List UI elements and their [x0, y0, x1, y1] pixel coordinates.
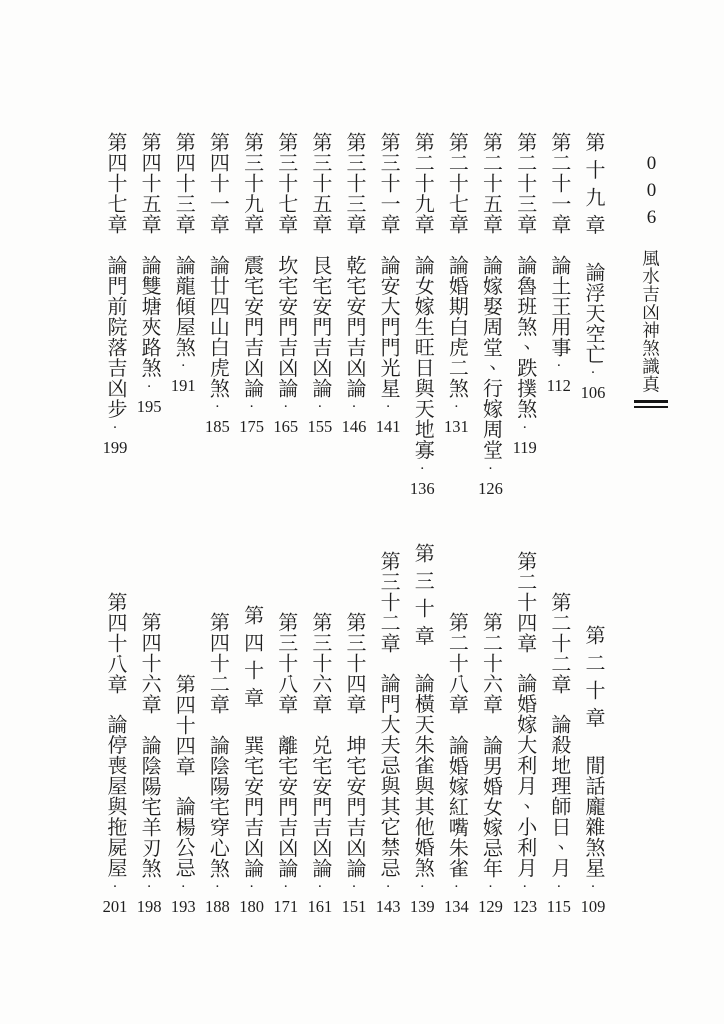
chapter-number: 第二十八章	[445, 612, 468, 715]
toc-entry	[137, 132, 161, 416]
chapter-page: 129	[478, 897, 503, 916]
chapter-title: 離宅安門吉凶論	[274, 734, 297, 878]
chapter-title: 巽宅安門吉凶論	[240, 734, 263, 878]
chapter-page: 161	[307, 897, 333, 916]
chapter-number: 第二十五章	[479, 132, 502, 235]
chapter-page: 165	[273, 417, 299, 436]
toc-entry	[274, 132, 298, 436]
dot-separator: ·	[419, 879, 425, 895]
chapter-title: 論楊公忌	[172, 796, 195, 878]
chapter-page: 191	[170, 376, 196, 395]
chapter-title: 艮宅安門吉凶論	[308, 254, 331, 398]
toc-entry	[547, 132, 571, 395]
toc-entry	[376, 132, 400, 436]
double-rule	[634, 400, 668, 408]
dot-separator: ·	[112, 879, 118, 895]
toc-entry	[342, 612, 366, 916]
chapter-page: 139	[409, 897, 435, 916]
toc-entry	[376, 551, 400, 917]
chapter-title: 論土王用事	[547, 254, 570, 357]
chapter-page: 195	[136, 396, 162, 416]
toc-entry	[444, 612, 468, 916]
chapter-number: 第四十章	[240, 604, 263, 715]
dot-separator: ·	[522, 879, 528, 895]
dot-separator: ·	[419, 460, 425, 477]
chapter-title: 論門前院落吉凶步	[104, 254, 126, 419]
chapter-number: 第四十六章	[138, 612, 161, 715]
chapter-page: 115	[546, 897, 571, 916]
chapter-title: 坤宅安門吉凶論	[342, 734, 365, 878]
running-head	[632, 153, 670, 408]
chapter-page: 171	[273, 897, 299, 916]
chapter-page: 198	[136, 897, 162, 916]
dot-separator: ·	[249, 399, 255, 415]
chapter-number: 第三十六章	[308, 612, 331, 715]
chapter-title: 論橫天朱雀與其他婚煞	[411, 673, 434, 878]
toc-lower-block	[103, 520, 605, 916]
dot-separator: ·	[317, 879, 323, 895]
chapter-page: 112	[546, 376, 571, 395]
chapter-number: 第四十一章	[206, 132, 229, 235]
toc-entry	[444, 132, 468, 436]
toc-entry	[342, 132, 366, 436]
dot-separator: ·	[590, 365, 596, 382]
chapter-number: 第四十八章	[104, 591, 126, 694]
chapter-number: 第三十九章	[240, 132, 263, 235]
chapter-number: 第二十九章	[411, 132, 434, 235]
chapter-page: 201	[102, 897, 128, 916]
toc-entry	[410, 132, 434, 498]
toc-entry	[171, 132, 195, 395]
toc-entry	[410, 543, 434, 916]
chapter-number: 第十九章	[581, 132, 604, 242]
chapter-title: 坎宅安門吉凶論	[274, 254, 297, 398]
chapter-page: 131	[444, 417, 469, 436]
chapter-title: 乾宅安門吉凶論	[342, 254, 365, 398]
dot-separator: ·	[249, 879, 255, 895]
chapter-page: 126	[478, 478, 503, 498]
toc-entry	[308, 132, 332, 436]
toc-entry	[103, 592, 127, 917]
toc-entry	[137, 612, 161, 916]
chapter-number: 第四十四章	[172, 673, 195, 776]
dot-separator: ·	[112, 419, 118, 436]
chapter-number: 第二十三章	[513, 132, 536, 235]
dot-separator: ·	[146, 378, 152, 395]
chapter-page: 123	[512, 897, 538, 916]
toc-entry	[308, 612, 332, 916]
dot-separator: ·	[556, 879, 562, 895]
dot-separator: ·	[453, 879, 459, 895]
chapter-page: 199	[102, 437, 128, 457]
chapter-title: 論雙塘夾路煞	[138, 254, 161, 378]
dot-separator: ·	[385, 879, 391, 895]
toc-entry	[547, 592, 571, 917]
dot-separator: ·	[522, 419, 528, 436]
toc-entry	[205, 132, 229, 436]
dot-separator: ·	[214, 399, 220, 415]
chapter-number: 第三十二章	[377, 550, 400, 653]
chapter-title: 論婚嫁大利月、小利月	[513, 673, 536, 878]
dot-separator: ·	[180, 358, 186, 374]
chapter-number: 第三十七章	[274, 132, 297, 235]
toc-upper-block	[103, 132, 605, 528]
chapter-page: 188	[205, 897, 230, 916]
dot-separator: ·	[351, 879, 357, 895]
chapter-number: 第二十四章	[513, 550, 536, 653]
chapter-number: 第四十五章	[138, 132, 161, 235]
folio-number: 006	[641, 153, 662, 234]
toc-entry	[240, 132, 264, 436]
toc-entry	[581, 132, 605, 402]
chapter-title: 論嫁娶周堂、行嫁周堂	[479, 254, 502, 460]
chapter-number: 第四十七章	[104, 132, 126, 235]
chapter-title: 論陰陽宅羊刃煞	[138, 734, 161, 878]
chapter-page: 136	[409, 478, 435, 498]
chapter-title: 震宅安門吉凶論	[240, 254, 263, 398]
chapter-number: 第三十八章	[274, 612, 297, 715]
dot-separator: ·	[146, 879, 152, 895]
chapter-page: 134	[444, 897, 469, 916]
chapter-page: 175	[239, 417, 264, 436]
chapter-page: 193	[170, 897, 196, 916]
chapter-title: 論安大門門光星	[377, 254, 400, 398]
toc-entry	[581, 625, 605, 916]
toc-entry	[274, 612, 298, 916]
chapter-page: 119	[512, 437, 537, 457]
dot-separator: ·	[453, 399, 459, 415]
toc-entry	[479, 132, 503, 498]
chapter-number: 第三十四章	[342, 612, 365, 715]
chapter-page: 180	[239, 897, 264, 916]
dot-separator: ·	[385, 399, 391, 415]
chapter-page: 146	[341, 417, 367, 436]
chapter-page: 143	[375, 897, 401, 916]
dot-separator: ·	[180, 879, 186, 895]
chapter-number: 第二十六章	[479, 612, 502, 715]
chapter-page: 155	[307, 417, 333, 436]
chapter-title: 論廿四山白虎煞	[206, 254, 229, 398]
chapter-title: 論男婚女嫁忌年	[479, 734, 502, 878]
chapter-number: 第三十三章	[342, 132, 365, 235]
chapter-title: 論婚嫁紅嘴朱雀	[445, 734, 468, 878]
chapter-number: 第二十章	[581, 625, 604, 735]
toc-entry	[513, 132, 537, 457]
chapter-number: 第四十三章	[172, 132, 195, 235]
dot-separator: ·	[590, 879, 596, 895]
chapter-page: 106	[580, 383, 606, 403]
dot-separator: ·	[283, 399, 289, 415]
toc-entry	[171, 674, 195, 917]
chapter-page: 109	[580, 897, 606, 916]
toc-entry	[240, 605, 264, 916]
chapter-title: 論魯班煞、跌撲煞	[513, 254, 536, 419]
chapter-title: 論婚期白虎二煞	[445, 254, 468, 398]
dot-separator: ·	[283, 879, 289, 895]
chapter-title: 論龍傾屋煞	[172, 254, 195, 357]
dot-separator: ·	[488, 460, 494, 477]
chapter-number: 第二十二章	[547, 591, 570, 694]
toc-entry	[479, 612, 503, 916]
chapter-title: 閒話龐雜煞星	[581, 755, 604, 878]
chapter-page: 151	[341, 897, 367, 916]
toc-entry	[205, 612, 229, 916]
chapter-title: 論門大夫忌與其它禁忌	[377, 673, 400, 878]
dot-separator: ·	[214, 879, 220, 895]
chapter-number: 第三十一章	[377, 132, 400, 235]
chapter-number: 第三十章	[411, 543, 434, 653]
dot-separator: ·	[351, 399, 357, 415]
chapter-title: 論停喪屋與拖屍屋	[104, 714, 126, 878]
chapter-page: 185	[205, 417, 230, 436]
book-title: 風水吉凶神煞識真	[640, 249, 661, 393]
chapter-title: 兑宅安門吉凶論	[308, 734, 331, 878]
chapter-page: 141	[375, 417, 401, 436]
chapter-number: 第二十七章	[445, 132, 468, 235]
toc-entry	[513, 551, 537, 917]
chapter-number: 第三十五章	[308, 132, 331, 235]
chapter-title: 論殺地理師日、月	[547, 714, 570, 878]
chapter-title: 論陰陽宅穿心煞	[206, 734, 229, 878]
dot-separator: ·	[556, 358, 562, 374]
chapter-number: 第二十一章	[547, 132, 570, 235]
dot-separator: ·	[317, 399, 323, 415]
dot-separator: ·	[488, 879, 494, 895]
chapter-number: 第四十二章	[206, 612, 229, 715]
chapter-title: 論女嫁生旺日與天地寡	[411, 254, 434, 460]
toc-entry	[103, 132, 127, 457]
chapter-title: 論浮天空亡	[581, 261, 604, 365]
